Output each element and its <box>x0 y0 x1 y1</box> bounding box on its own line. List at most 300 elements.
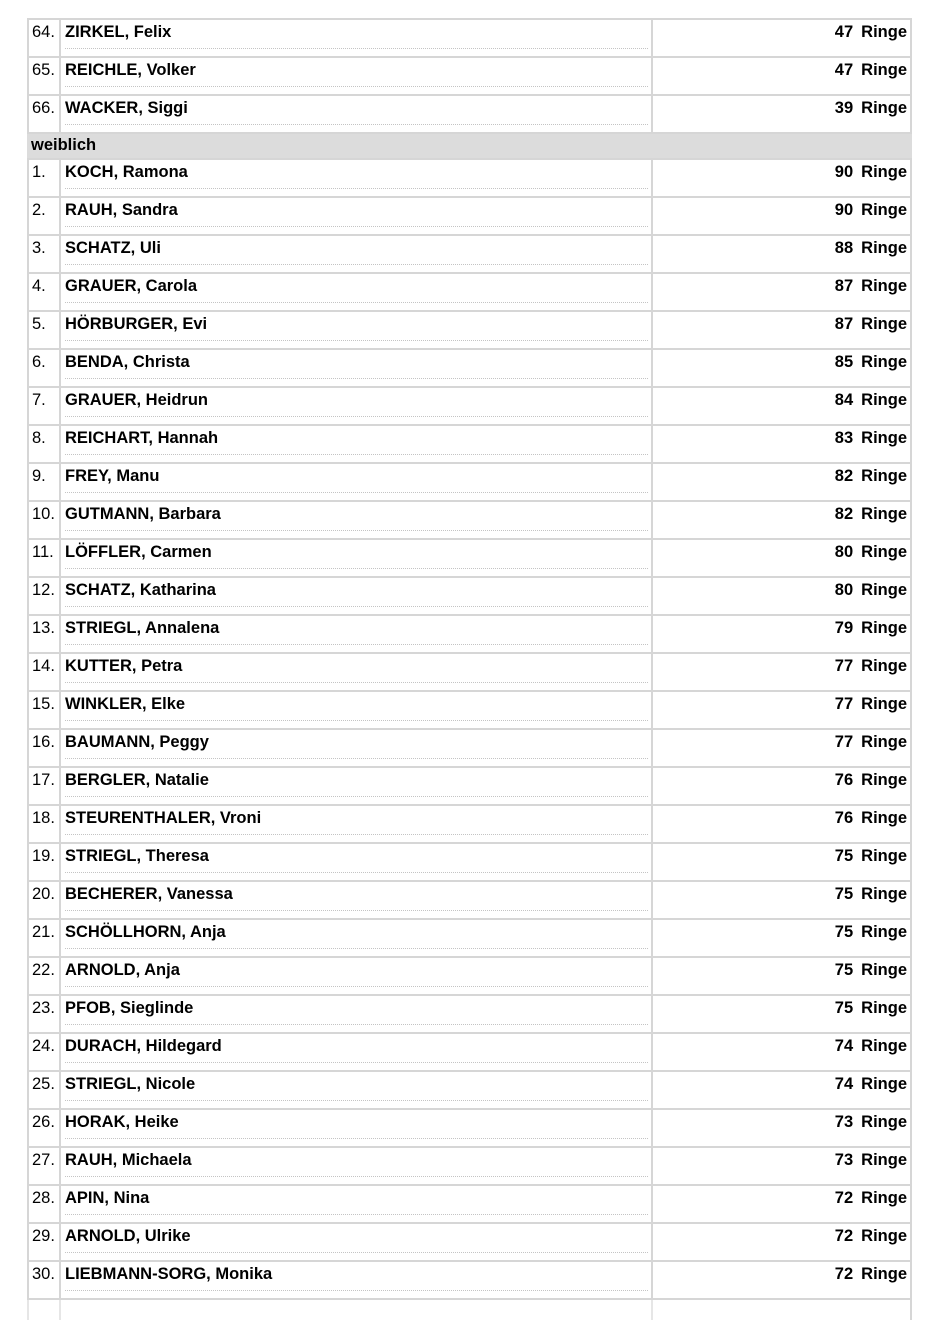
dotted-rule <box>65 86 648 87</box>
participant-name: DURACH, Hildegard <box>65 1037 222 1055</box>
participant-name: WINKLER, Elke <box>65 695 186 713</box>
rank-cell <box>27 958 59 994</box>
table-row <box>27 94 912 132</box>
rank-cell <box>27 996 59 1032</box>
score-value <box>835 733 907 752</box>
dotted-rule <box>65 1138 648 1139</box>
rank-cell <box>27 388 59 424</box>
dotted-rule <box>65 1024 648 1025</box>
score-unit: Ringe <box>861 657 907 675</box>
score-unit: Ringe <box>861 809 907 827</box>
score-number: 39 <box>834 99 854 117</box>
rank-cell <box>27 1148 59 1184</box>
score-number: 47 <box>834 23 854 41</box>
participant-name: HÖRBURGER, Evi <box>65 315 208 333</box>
rank-cell <box>27 730 59 766</box>
rank-number: 12. <box>32 581 55 599</box>
dotted-rule <box>65 454 648 455</box>
score-number: 77 <box>834 657 854 675</box>
score-value <box>835 315 907 334</box>
rank-number: 1. <box>32 163 46 181</box>
name-cell <box>59 236 651 272</box>
table-row <box>27 994 912 1032</box>
table-row <box>27 880 912 918</box>
name-cell <box>59 996 651 1032</box>
score-number: 77 <box>834 733 854 751</box>
score-unit: Ringe <box>861 999 907 1017</box>
score-number: 90 <box>834 163 854 181</box>
rank-cell <box>27 350 59 386</box>
dotted-rule <box>65 1252 648 1253</box>
rank-number: 66. <box>32 99 55 117</box>
rank-cell <box>27 882 59 918</box>
score-number: 87 <box>834 277 854 295</box>
score-number: 83 <box>834 429 854 447</box>
table-row <box>27 728 912 766</box>
name-cell <box>59 654 651 690</box>
score-number: 75 <box>834 847 854 865</box>
participant-name: STEURENTHALER, Vroni <box>65 809 262 827</box>
score-cell <box>651 502 912 538</box>
rank-cell <box>27 844 59 880</box>
score-number: 77 <box>834 695 854 713</box>
dotted-rule <box>65 796 648 797</box>
score-unit: Ringe <box>861 1075 907 1093</box>
score-cell <box>651 350 912 386</box>
rank-cell <box>27 1186 59 1222</box>
rank-number: 29. <box>32 1227 55 1245</box>
score-unit: Ringe <box>861 391 907 409</box>
score-value <box>835 809 907 828</box>
rank-cell <box>27 1110 59 1146</box>
name-cell <box>59 388 651 424</box>
rank-cell <box>27 312 59 348</box>
table-row <box>27 1108 912 1146</box>
score-number: 88 <box>834 239 854 257</box>
participant-name: ARNOLD, Anja <box>65 961 180 979</box>
score-unit: Ringe <box>861 885 907 903</box>
score-unit: Ringe <box>861 61 907 79</box>
participant-name: KUTTER, Petra <box>65 657 183 675</box>
score-unit: Ringe <box>861 1189 907 1207</box>
name-cell <box>59 198 651 234</box>
score-value <box>835 961 907 980</box>
dotted-rule <box>65 1214 648 1215</box>
rank-number: 23. <box>32 999 55 1017</box>
rank-number: 4. <box>32 277 46 295</box>
table-row <box>27 56 912 94</box>
name-cell <box>59 616 651 652</box>
score-cell <box>651 768 912 804</box>
score-cell <box>651 58 912 94</box>
table-row <box>27 234 912 272</box>
participant-name: BECHERER, Vanessa <box>65 885 233 903</box>
rank-cell <box>27 502 59 538</box>
rank-number: 15. <box>32 695 55 713</box>
score-value <box>835 277 907 296</box>
participant-name: STRIEGL, Theresa <box>65 847 209 865</box>
table-row <box>27 424 912 462</box>
score-number: 74 <box>834 1075 854 1093</box>
name-cell <box>59 312 651 348</box>
rank-number: 2. <box>32 201 46 219</box>
name-cell <box>59 920 651 956</box>
rank-number: 11. <box>32 543 54 561</box>
score-cell <box>651 616 912 652</box>
score-value <box>835 163 907 182</box>
empty-cell <box>59 1300 651 1320</box>
name-cell <box>59 806 651 842</box>
score-value <box>835 61 907 80</box>
score-value <box>835 695 907 714</box>
table-row <box>27 1260 912 1298</box>
participant-name: BAUMANN, Peggy <box>65 733 209 751</box>
participant-name: STRIEGL, Annalena <box>65 619 220 637</box>
rank-cell <box>27 920 59 956</box>
name-cell <box>59 502 651 538</box>
score-value <box>835 999 907 1018</box>
rank-number: 21. <box>32 923 55 941</box>
name-cell <box>59 844 651 880</box>
table-row <box>27 272 912 310</box>
score-unit: Ringe <box>861 315 907 333</box>
table-row <box>27 462 912 500</box>
name-cell <box>59 20 651 56</box>
table-row <box>27 766 912 804</box>
score-cell <box>651 578 912 614</box>
score-value <box>835 1075 907 1094</box>
name-cell <box>59 958 651 994</box>
rank-cell <box>27 1224 59 1260</box>
score-cell <box>651 806 912 842</box>
rank-number: 17. <box>32 771 55 789</box>
score-number: 75 <box>834 999 854 1017</box>
rank-cell <box>27 20 59 56</box>
score-number: 79 <box>834 619 854 637</box>
score-number: 76 <box>834 809 854 827</box>
participant-name: ZIRKEL, Felix <box>65 23 172 41</box>
score-value <box>835 619 907 638</box>
score-value <box>835 771 907 790</box>
rank-cell <box>27 236 59 272</box>
name-cell <box>59 1110 651 1146</box>
results-table <box>27 18 912 1320</box>
name-cell <box>59 58 651 94</box>
dotted-rule <box>65 302 648 303</box>
table-row <box>27 18 912 56</box>
rank-number: 19. <box>32 847 55 865</box>
score-value <box>835 1189 907 1208</box>
name-cell <box>59 578 651 614</box>
score-cell <box>651 844 912 880</box>
rank-cell <box>27 616 59 652</box>
score-cell <box>651 1110 912 1146</box>
score-unit: Ringe <box>861 847 907 865</box>
rank-cell <box>27 768 59 804</box>
rank-cell <box>27 1262 59 1298</box>
dotted-rule <box>65 910 648 911</box>
table-row <box>27 386 912 424</box>
rank-number: 20. <box>32 885 55 903</box>
score-cell <box>651 1262 912 1298</box>
score-unit: Ringe <box>861 1037 907 1055</box>
score-cell <box>651 654 912 690</box>
score-unit: Ringe <box>861 771 907 789</box>
rank-cell <box>27 426 59 462</box>
rank-cell <box>27 274 59 310</box>
score-cell <box>651 958 912 994</box>
rank-number: 10. <box>32 505 55 523</box>
name-cell <box>59 730 651 766</box>
name-cell <box>59 1262 651 1298</box>
participant-name: RAUH, Sandra <box>65 201 178 219</box>
section-label: weiblich <box>31 136 97 154</box>
table-row <box>27 1070 912 1108</box>
name-cell <box>59 464 651 500</box>
score-number: 90 <box>834 201 854 219</box>
score-unit: Ringe <box>861 961 907 979</box>
rank-cell <box>27 1034 59 1070</box>
score-number: 73 <box>834 1113 854 1131</box>
score-cell <box>651 198 912 234</box>
table-row <box>27 1184 912 1222</box>
male-results-tail <box>27 18 912 132</box>
name-cell <box>59 96 651 132</box>
table-row <box>27 500 912 538</box>
score-number: 80 <box>834 543 854 561</box>
name-cell <box>59 540 651 576</box>
score-unit: Ringe <box>861 1265 907 1283</box>
score-cell <box>651 464 912 500</box>
score-value <box>835 429 907 448</box>
score-cell <box>651 236 912 272</box>
score-value <box>835 23 907 42</box>
table-end <box>27 1298 912 1320</box>
table-row <box>27 956 912 994</box>
dotted-rule <box>65 378 648 379</box>
score-unit: Ringe <box>861 1151 907 1169</box>
table-row <box>27 804 912 842</box>
score-value <box>835 239 907 258</box>
name-cell <box>59 274 651 310</box>
score-value <box>835 657 907 676</box>
dotted-rule <box>65 720 648 721</box>
score-number: 82 <box>834 467 854 485</box>
rank-cell <box>27 198 59 234</box>
score-number: 87 <box>834 315 854 333</box>
table-row <box>27 1032 912 1070</box>
participant-name: BENDA, Christa <box>65 353 190 371</box>
table-row <box>27 652 912 690</box>
dotted-rule <box>65 48 648 49</box>
score-number: 75 <box>834 923 854 941</box>
dotted-rule <box>65 872 648 873</box>
rank-number: 24. <box>32 1037 55 1055</box>
score-unit: Ringe <box>861 23 907 41</box>
table-row <box>27 348 912 386</box>
participant-name: PFOB, Sieglinde <box>65 999 194 1017</box>
score-unit: Ringe <box>861 543 907 561</box>
score-value <box>835 201 907 220</box>
score-number: 72 <box>834 1189 854 1207</box>
table-row <box>27 576 912 614</box>
score-value <box>835 543 907 562</box>
table-row <box>27 614 912 652</box>
rank-number: 22. <box>32 961 55 979</box>
name-cell <box>59 426 651 462</box>
score-unit: Ringe <box>861 353 907 371</box>
rank-number: 13. <box>32 619 55 637</box>
name-cell <box>59 1034 651 1070</box>
empty-cell <box>27 1300 59 1320</box>
participant-name: WACKER, Siggi <box>65 99 188 117</box>
table-row <box>27 918 912 956</box>
score-cell <box>651 540 912 576</box>
score-value <box>835 1227 907 1246</box>
name-cell <box>59 350 651 386</box>
score-number: 80 <box>834 581 854 599</box>
dotted-rule <box>65 1100 648 1101</box>
score-cell <box>651 20 912 56</box>
empty-cell <box>651 1300 912 1320</box>
rank-cell <box>27 58 59 94</box>
score-value <box>835 1151 907 1170</box>
rank-number: 25. <box>32 1075 55 1093</box>
name-cell <box>59 1148 651 1184</box>
score-number: 84 <box>834 391 854 409</box>
rank-cell <box>27 464 59 500</box>
participant-name: FREY, Manu <box>65 467 160 485</box>
score-value <box>835 1113 907 1132</box>
score-cell <box>651 692 912 728</box>
score-number: 72 <box>834 1227 854 1245</box>
score-number: 82 <box>834 505 854 523</box>
score-unit: Ringe <box>861 467 907 485</box>
score-unit: Ringe <box>861 505 907 523</box>
score-value <box>835 467 907 486</box>
rank-number: 65. <box>32 61 55 79</box>
participant-name: GRAUER, Carola <box>65 277 198 295</box>
score-cell <box>651 996 912 1032</box>
participant-name: KOCH, Ramona <box>65 163 188 181</box>
table-row <box>27 538 912 576</box>
rank-number: 18. <box>32 809 55 827</box>
participant-name: REICHLE, Volker <box>65 61 196 79</box>
participant-name: BERGLER, Natalie <box>65 771 209 789</box>
score-value <box>835 505 907 524</box>
dotted-rule <box>65 124 648 125</box>
name-cell <box>59 1072 651 1108</box>
score-value <box>835 1037 907 1056</box>
score-unit: Ringe <box>861 1113 907 1131</box>
rank-number: 14. <box>32 657 55 675</box>
rank-number: 9. <box>32 467 46 485</box>
score-cell <box>651 426 912 462</box>
rank-cell <box>27 160 59 196</box>
dotted-rule <box>65 226 648 227</box>
score-value <box>835 581 907 600</box>
dotted-rule <box>65 1176 648 1177</box>
participant-name: SCHÖLLHORN, Anja <box>65 923 226 941</box>
rank-number: 7. <box>32 391 46 409</box>
score-value <box>835 99 907 118</box>
score-value <box>835 1265 907 1284</box>
score-cell <box>651 882 912 918</box>
score-unit: Ringe <box>861 1227 907 1245</box>
dotted-rule <box>65 340 648 341</box>
rank-number: 5. <box>32 315 46 333</box>
score-unit: Ringe <box>861 619 907 637</box>
score-unit: Ringe <box>861 201 907 219</box>
rank-number: 28. <box>32 1189 55 1207</box>
score-number: 85 <box>834 353 854 371</box>
dotted-rule <box>65 264 648 265</box>
dotted-rule <box>65 644 648 645</box>
rank-cell <box>27 1072 59 1108</box>
table-row <box>27 196 912 234</box>
participant-name: LIEBMANN-SORG, Monika <box>65 1265 273 1283</box>
score-unit: Ringe <box>861 163 907 181</box>
table-row <box>27 842 912 880</box>
dotted-rule <box>65 758 648 759</box>
dotted-rule <box>65 1290 648 1291</box>
score-number: 76 <box>834 771 854 789</box>
participant-name: STRIEGL, Nicole <box>65 1075 196 1093</box>
dotted-rule <box>65 948 648 949</box>
name-cell <box>59 160 651 196</box>
score-cell <box>651 312 912 348</box>
rank-number: 26. <box>32 1113 55 1131</box>
participant-name: SCHATZ, Katharina <box>65 581 216 599</box>
participant-name: LÖFFLER, Carmen <box>65 543 212 561</box>
rank-number: 16. <box>32 733 55 751</box>
score-cell <box>651 274 912 310</box>
rank-cell <box>27 578 59 614</box>
score-unit: Ringe <box>861 277 907 295</box>
score-value <box>835 391 907 410</box>
dotted-rule <box>65 530 648 531</box>
table-row <box>27 690 912 728</box>
score-cell <box>651 160 912 196</box>
score-value <box>835 923 907 942</box>
rank-cell <box>27 654 59 690</box>
participant-name: APIN, Nina <box>65 1189 150 1207</box>
name-cell <box>59 1186 651 1222</box>
rank-cell <box>27 806 59 842</box>
female-results <box>27 158 912 1298</box>
section-header-weiblich <box>27 132 912 158</box>
name-cell <box>59 1224 651 1260</box>
rank-number: 3. <box>32 239 46 257</box>
score-cell <box>651 1186 912 1222</box>
score-number: 47 <box>834 61 854 79</box>
dotted-rule <box>65 834 648 835</box>
participant-name: GRAUER, Heidrun <box>65 391 209 409</box>
score-value <box>835 353 907 372</box>
participant-name: REICHART, Hannah <box>65 429 219 447</box>
participant-name: RAUH, Michaela <box>65 1151 192 1169</box>
name-cell <box>59 692 651 728</box>
rank-cell <box>27 96 59 132</box>
score-number: 75 <box>834 885 854 903</box>
score-value <box>835 885 907 904</box>
rank-number: 6. <box>32 353 46 371</box>
dotted-rule <box>65 1062 648 1063</box>
rank-number: 30. <box>32 1265 55 1283</box>
rank-cell <box>27 540 59 576</box>
dotted-rule <box>65 188 648 189</box>
rank-number: 8. <box>32 429 46 447</box>
